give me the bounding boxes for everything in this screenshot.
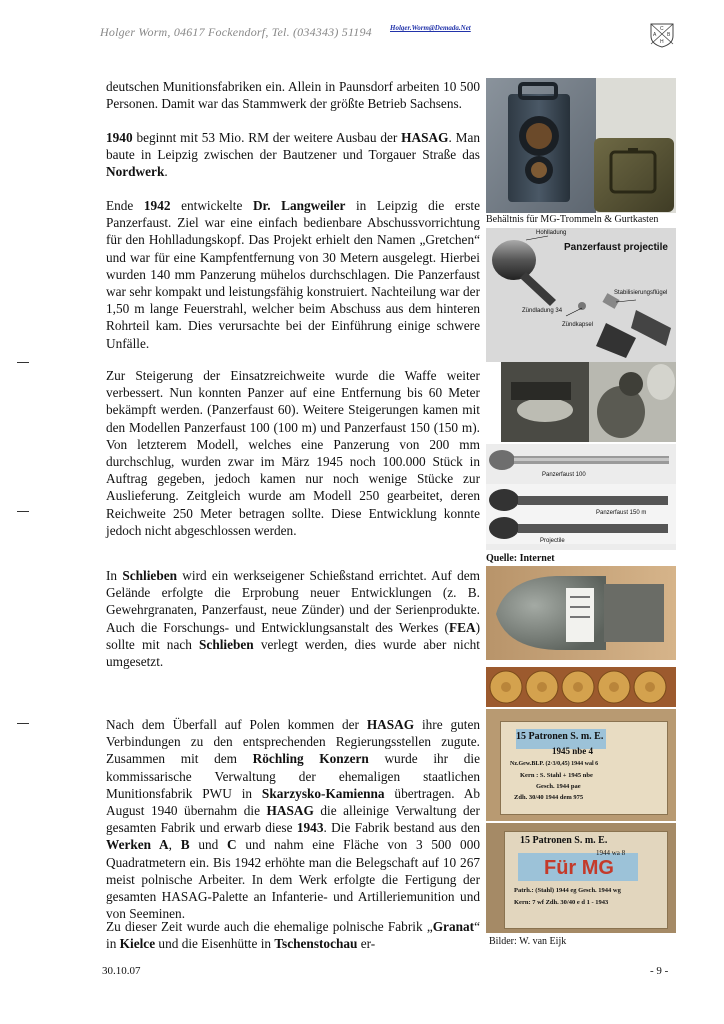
author-line: Holger Worm, 04617 Fockendorf, Tel. (034343) 51194 xyxy=(100,25,372,39)
box1-line2: 1945 nbe 4 xyxy=(552,746,594,756)
svg-text:A: A xyxy=(653,32,657,38)
svg-text:H: H xyxy=(660,39,664,45)
box1-line1: 15 Patronen S. m. E. xyxy=(516,731,604,742)
paragraph-2: 1940 beginnt mit 53 Mio. RM der weitere Ausbau der HASAG. Man baute in Leipzig zwischen der Bautzener und Torgauer Straße das Nordwerk. xyxy=(106,130,480,180)
margin-mark xyxy=(17,362,29,363)
photo-grenade xyxy=(486,566,676,660)
paragraph-5: In Schlieben wird ein werkseigener Schießstand errichtet. Auf dem Gelände erfolgte die Erprobung neuer Entwicklungen (z. B. Gewehrgranaten, Panzerfaust, neue Zünder) und der Serienprodukte. Auch die Forschungs- und Entwicklungsanstalt des Werkes (FEA) sollte mit nach Schlieben verlegt werden, dies wurde aber nicht umgesetzt. xyxy=(106,568,481,670)
email-link[interactable]: Holger.Worm@Demada.Net xyxy=(390,24,471,32)
label-hohlladung: Hohlladung xyxy=(536,230,567,236)
label-diagram-title: Panzerfaust projectile xyxy=(564,242,668,253)
photo-ammo-box-1 xyxy=(486,709,676,821)
page-header xyxy=(100,22,640,42)
paragraph-3: Ende 1942 entwickelte Dr. Langweiler in Leipzig die erste Panzerfaust. Ziel war eine einfach bedienbare Abschussvorrichtung für den Hohlladungskopf. Das Projekt erhielt den Namen „Gretchen“ und war für eine Kampfentfernung von 30 Metern ausgelegt. Hierbei wurden 140 mm Panzerung mühelos durchschlagen. Die Panzerfaust war sehr kompakt und leistungsfähig konstruiert. Nachteilung war der 1,50 m lange Feuerstrahl, welcher beim Abschuss aus dem hinteren Rohrteil kam. Dies verursachte bei der Einführung einige schwere Unfälle. xyxy=(106,198,480,351)
page-number: - 9 - xyxy=(650,965,669,977)
caption-photo-credit: Bilder: W. van Eijk xyxy=(489,936,567,947)
diagram-panzerfaust-projectile xyxy=(486,228,676,362)
photo-mg-containers xyxy=(486,78,676,213)
caption-containers: Behältnis für MG-Trommeln & Gurtkasten xyxy=(486,214,659,225)
caption-source: Quelle: Internet xyxy=(486,553,555,564)
footer-date: 30.10.07 xyxy=(102,965,141,977)
label-pf150: Panzerfaust 150 m xyxy=(596,510,647,516)
box2-line5: Kern: 7 wf Zdh. 30/40 e d 1 - 1943 xyxy=(514,899,609,906)
crest-logo-icon xyxy=(649,22,675,48)
box2-line4: Patrh.: (Stahl) 1944 eg Gesch. 1944 wg xyxy=(514,887,621,894)
box1-line6: Zdh. 30/40 1944 dem 975 xyxy=(514,794,584,801)
photo-cartridges xyxy=(486,667,676,707)
paragraph-1: deutschen Munitionsfabriken ein. Allein in Paunsdorf arbeiten 10 500 Personen. Damit war das Stammwerk der größte Betrieb Sachsens. xyxy=(106,79,480,112)
photo-firing xyxy=(501,362,676,442)
margin-mark xyxy=(17,511,29,512)
box2-line2: 1944 wa 8 xyxy=(596,849,626,857)
box1-line3: Nz.Gew.BLP. (2·3/0,45) 1944 wal 6 xyxy=(510,761,599,767)
svg-text:C: C xyxy=(660,26,664,32)
label-projectile: Projectile xyxy=(540,538,565,544)
label-zuendkapsel: Zündkapsel xyxy=(562,322,594,328)
margin-mark xyxy=(17,723,29,724)
paragraph-4: Zur Steigerung der Einsatzreichweite wurde die Waffe weiter verbessert. Nun konnten Panzer auf eine Entfernung bis 60 Meter bekämpft werden. (Panzerfaust 60). Weitere Steigerungen kamen mit den Modellen Panzerfaust 100 (100 m) und Panzerfaust 150 (150 m). Von letzterem Modell, welches eine Panzerung von 200 mm durchschlug, wurden zwar im März 1945 noch 100.000 Stück in Auftrag gegeben, jedoch kamen nur noch wenige Stücke zur Auslieferung. Zeitgleich wurde am Modell 250 gearbeitet, deren Reichweite 250 Meter betragen sollte. Diese Entwicklung konnte jedoch nicht abgeschlossen werden. xyxy=(106,368,480,538)
label-zuendladung: Zündladung 34 xyxy=(522,308,563,314)
photo-panzerfaust-models xyxy=(486,444,676,550)
label-stabil: Stabilisierungsflügel xyxy=(614,290,668,296)
box1-line5: Gesch. 1944 pae xyxy=(536,783,581,790)
box2-line1: 15 Patronen S. m. E. xyxy=(520,835,608,846)
box1-line4: Kern : S. Stahl + 1945 nbe xyxy=(520,772,593,779)
paragraph-6: Nach dem Überfall auf Polen kommen der HASAG ihre guten Verbindungen zu den entsprechenden Regierungsstellen zugute. Zusammen mit dem Röchling Konzern wurde ihr die kommissarische Verwaltung der ehemaligen staatlichen Munitionsfabrik PWU in Skarzysko-Kamienna übertragen. Ab August 1940 übernahm die HASAG die alleinige Verwaltung der gesamten Fabrik und erwarb diese 1943. Die Fabrik bestand aus den Werken A, B und C und nahm eine Fläche von 3 500 000 Quadratmetern ein. Bis 1942 erhöhte man die Belegschaft auf 10 267 meist polnische Arbeiter. In dem Werk erfolgte die Fertigung der gesamten HASAG-Palette an Infanterie- und Artilleriemunition und von Seeminen. xyxy=(106,717,481,922)
box2-line3: Für MG xyxy=(544,857,614,879)
svg-text:B: B xyxy=(667,32,671,38)
label-pf100: Panzerfaust 100 xyxy=(542,472,586,478)
photo-ammo-box-2 xyxy=(486,823,676,933)
paragraph-7: Zu dieser Zeit wurde auch die ehemalige polnische Fabrik „Granat“ in Kielce und die Eisenhütte in Tschenstochau er- xyxy=(106,919,480,952)
